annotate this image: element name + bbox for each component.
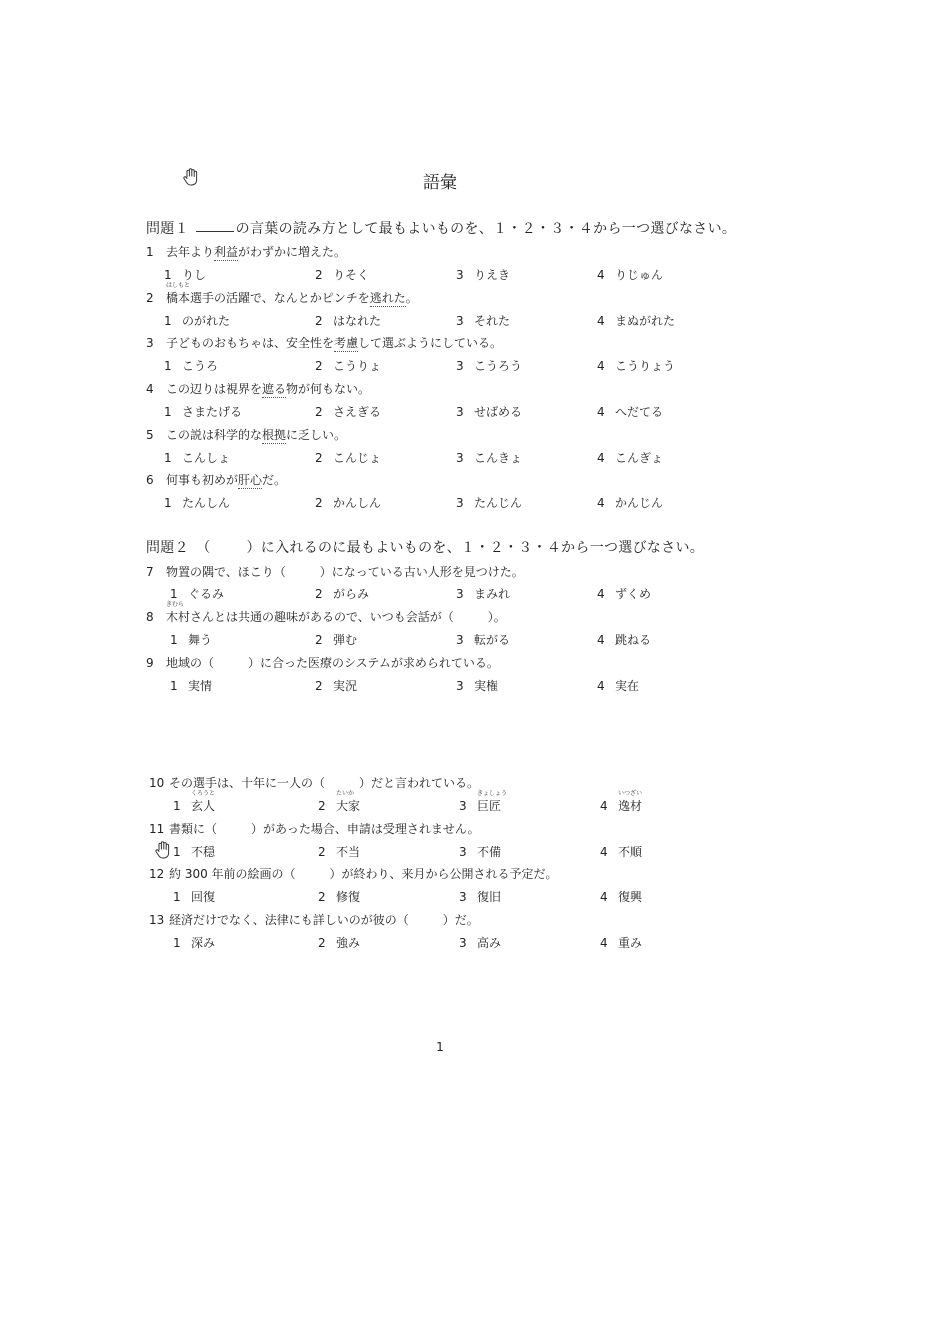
question-text [149,820,480,837]
option-number: 1 [164,405,172,419]
underline-blank [196,219,234,232]
option-text: ぐるみ [188,587,225,601]
question-post: がわずかに増えた。 [238,245,347,259]
option-number: 2 [318,890,326,904]
option-text: 復旧 [477,890,502,904]
furigana: いつざい [618,790,643,797]
question-post: ）に合った医療のシステムが求められている。 [248,656,499,670]
question-post: して選ぶようにしている。 [358,336,503,350]
answer-option[interactable] [459,888,501,905]
answer-option[interactable] [456,266,510,283]
question-text [146,654,499,671]
answer-option[interactable] [315,585,369,602]
option-text: こうろ [182,359,219,373]
furigana: たいか [336,790,355,797]
question-text [146,282,418,306]
option-number: 3 [456,314,464,328]
option-number: 4 [597,314,605,328]
question-number: 2 [146,291,154,305]
option-text: こんじょ [333,451,382,465]
underlined-word: 肝心 [238,473,263,487]
option-number: 1 [164,451,172,465]
option-text: 高み [477,936,502,950]
question-pre: さんとは共通の趣味があるので、いつも会話が（ [190,610,454,624]
option-text: 深み [191,936,216,950]
option-number: 4 [597,405,605,419]
question-text [146,380,370,397]
answer-option[interactable] [173,888,215,905]
answer-option[interactable] [456,449,522,466]
option-text: まみれ [474,587,511,601]
option-text: 不当 [336,845,361,859]
question-text [146,601,506,625]
option-number: 3 [459,890,467,904]
question-post: だ。 [262,473,287,487]
answer-option[interactable] [456,357,522,374]
option-text: 回復 [191,890,216,904]
ruby-word [191,790,216,814]
underlined-word: 逃れた [369,291,406,305]
option-number: 3 [459,936,467,950]
option-text: かんじん [615,496,664,510]
option-number: 1 [173,936,181,950]
question-post: ）があった場合、申請は受理されません。 [251,822,480,836]
option-number: 4 [597,587,605,601]
question-post: ）になっている古い人形を見つけた。 [319,565,524,579]
option-text: 巨匠 [477,799,502,813]
option-number: 4 [597,633,605,647]
question-number: 10 [149,776,165,790]
option-text: はなれた [333,314,382,328]
answer-option[interactable] [597,403,663,420]
answer-option[interactable] [597,631,651,648]
option-number: 4 [600,845,608,859]
option-text: りじゅん [615,268,664,282]
ruby-word [336,790,361,814]
answer-option[interactable] [170,677,212,694]
question-number: 4 [146,382,154,396]
answer-option[interactable] [597,585,651,602]
answer-option[interactable] [597,449,663,466]
question-pre: 子どものおもちゃは、安全性を [166,336,335,350]
option-text: さえぎる [333,405,382,419]
question-number: 8 [146,610,154,624]
option-number: 3 [456,451,464,465]
option-text: こんぎょ [615,451,664,465]
option-number: 1 [170,633,178,647]
answer-option[interactable] [164,357,218,374]
section1-heading [146,218,736,238]
question-post: ）だ。 [442,913,479,927]
option-number: 2 [315,268,323,282]
answer-option[interactable] [456,585,510,602]
option-number: 3 [456,268,464,282]
option-text: こんしょ [182,451,231,465]
furigana: くろうと [191,790,216,797]
option-text: 修復 [336,890,361,904]
furigana: きょしょう [477,790,508,797]
question-pre: この説は科学的な [166,428,263,442]
question-text [146,426,346,443]
answer-option[interactable] [315,357,381,374]
question-number: 7 [146,565,154,579]
option-number: 3 [456,359,464,373]
option-text: こうろう [474,359,523,373]
option-text: かんしん [333,496,382,510]
option-text: 不順 [618,845,643,859]
answer-option[interactable] [459,790,508,814]
section1-prefix: 問題１ [146,221,189,237]
option-number: 1 [173,799,181,813]
question-number: 3 [146,336,154,350]
option-number: 4 [600,936,608,950]
answer-option[interactable] [164,494,230,511]
answer-option[interactable] [173,934,215,951]
option-text: 実権 [474,679,499,693]
option-text: こうりょ [333,359,382,373]
ruby-word [618,790,643,814]
option-number: 1 [164,359,172,373]
option-text: 不穏 [191,845,216,859]
question-pre: 約 300 年前の絵画の（ [169,867,296,881]
option-text: こんきょ [474,451,523,465]
option-text: こうりょう [615,359,676,373]
option-text: さまたげる [182,405,243,419]
question-number: 11 [149,822,165,836]
option-number: 2 [315,679,323,693]
hand-cursor-icon [154,841,172,861]
question-text [149,911,479,928]
answer-option[interactable] [315,449,381,466]
ruby-base: 木村 [166,610,191,624]
question-pre: この辺りは視界を [166,382,263,396]
option-text: がらみ [333,587,370,601]
option-number: 2 [318,936,326,950]
question-pre: 何事も初めが [166,473,239,487]
question-text [146,334,502,351]
option-number: 2 [315,314,323,328]
option-number: 1 [170,679,178,693]
option-number: 2 [315,496,323,510]
option-number: 4 [597,451,605,465]
ruby-word [477,790,508,814]
option-number: 3 [456,405,464,419]
option-text: 舞う [188,633,213,647]
option-text: たんじん [474,496,523,510]
option-text: 強み [336,936,361,950]
option-number: 3 [456,633,464,647]
option-number: 4 [600,799,608,813]
option-text: それた [474,314,511,328]
option-text: 実情 [188,679,213,693]
underlined-word: 利益 [214,245,239,259]
answer-option[interactable] [597,266,663,283]
option-number: 3 [456,587,464,601]
answer-option[interactable] [318,934,360,951]
page-number: 1 [436,1040,444,1054]
ruby-word [166,601,191,625]
section2-instruction: ）に入れるのに最もよいものを、１・２・３・４から一つ選びなさい。 [246,540,705,556]
option-number: 2 [318,845,326,859]
answer-option[interactable] [459,843,501,860]
option-number: 1 [164,314,172,328]
answer-option[interactable] [597,312,675,329]
answer-option[interactable] [456,677,498,694]
answer-option[interactable] [315,677,357,694]
option-text: 逸材 [618,799,643,813]
option-number: 2 [315,587,323,601]
option-text: 弾む [333,633,358,647]
answer-option[interactable] [164,403,242,420]
answer-option[interactable] [597,677,639,694]
furigana: はしもと [166,282,191,289]
question-post: 物が何もない。 [286,382,371,396]
answer-option[interactable] [456,631,510,648]
option-text: 実在 [615,679,640,693]
question-post: に乏しい。 [286,428,347,442]
answer-option[interactable] [173,790,216,814]
option-number: 1 [164,268,172,282]
option-text: 不備 [477,845,502,859]
question-text [149,865,558,882]
answer-option[interactable] [173,843,215,860]
question-number: 13 [149,913,165,927]
option-number: 4 [597,679,605,693]
question-text [146,563,524,580]
option-number: 1 [170,587,178,601]
option-text: 重み [618,936,643,950]
option-number: 4 [600,890,608,904]
option-number: 1 [173,845,181,859]
option-number: 3 [459,845,467,859]
question-number: 5 [146,428,154,442]
question-text [146,243,346,260]
ruby-base: 橋本 [166,291,191,305]
answer-option[interactable] [315,403,381,420]
answer-option[interactable] [318,790,361,814]
question-post: ）だと言われている。 [359,776,480,790]
answer-option[interactable] [459,934,501,951]
option-number: 4 [597,496,605,510]
answer-option[interactable] [456,494,522,511]
answer-option[interactable] [315,631,357,648]
question-number: 6 [146,473,154,487]
option-text: りそく [333,268,370,282]
option-text: 大家 [336,799,361,813]
answer-option[interactable] [164,312,230,329]
question-post: ）。 [487,610,506,624]
answer-option[interactable] [456,312,510,329]
answer-option[interactable] [315,494,381,511]
question-pre: 物置の隅で、ほこり（ [166,565,286,579]
option-text: ずくめ [615,587,652,601]
underlined-word: 遮る [262,382,287,396]
question-number: 9 [146,656,154,670]
option-number: 2 [318,799,326,813]
underlined-word: 考慮 [334,336,359,350]
section2-prefix: 問題２ （ [146,540,211,556]
question-number: 1 [146,245,154,259]
answer-option[interactable] [600,790,643,814]
answer-option[interactable] [600,888,642,905]
option-text: せばめる [474,405,523,419]
option-number: 3 [456,496,464,510]
option-number: 2 [315,633,323,647]
option-number: 3 [456,679,464,693]
answer-option[interactable] [600,934,642,951]
option-text: 転がる [474,633,511,647]
answer-option[interactable] [164,449,230,466]
answer-option[interactable] [597,357,675,374]
question-text [146,471,286,488]
option-number: 4 [597,359,605,373]
option-number: 4 [597,268,605,282]
answer-option[interactable] [315,266,369,283]
option-text: へだてる [615,405,664,419]
answer-option[interactable] [318,843,360,860]
question-pre: 地域の（ [166,656,215,670]
option-text: 跳ねる [615,633,652,647]
question-post: 。 [405,291,418,305]
section1-instruction: の言葉の読み方として最もよいものを、１・２・３・４から一つ選びなさい。 [235,221,737,237]
option-text: 実況 [333,679,358,693]
option-text: りし [182,268,207,282]
question-pre: 経済だけでなく、法律にも詳しいのが彼の（ [169,913,409,927]
answer-option[interactable] [170,631,212,648]
option-text: 復興 [618,890,643,904]
option-text: 玄人 [191,799,216,813]
answer-option[interactable] [318,888,360,905]
option-number: 1 [173,890,181,904]
option-text: まぬがれた [615,314,676,328]
option-number: 1 [164,496,172,510]
furigana: きむら [166,601,185,608]
answer-option[interactable] [315,312,381,329]
question-post: ）が終わり、来月から公開される予定だ。 [329,867,558,881]
question-pre: 去年より [166,245,215,259]
answer-option[interactable] [456,403,522,420]
section2-heading [146,537,704,557]
underlined-word: 根拠 [262,428,287,442]
option-number: 2 [315,405,323,419]
answer-option[interactable] [600,843,642,860]
answer-option[interactable] [597,494,663,511]
question-mid: 選手の活躍で、なんとかピンチを [190,291,370,305]
question-pre: その選手は、十年に一人の（ [169,776,326,790]
option-text: たんしん [182,496,231,510]
question-pre: 書類に（ [169,822,218,836]
question-number: 12 [149,867,165,881]
ruby-word [166,282,191,306]
option-text: のがれた [182,314,231,328]
page-title: 語彙 [423,173,457,193]
option-number: 2 [315,451,323,465]
option-number: 2 [315,359,323,373]
option-text: りえき [474,268,511,282]
option-number: 3 [459,799,467,813]
